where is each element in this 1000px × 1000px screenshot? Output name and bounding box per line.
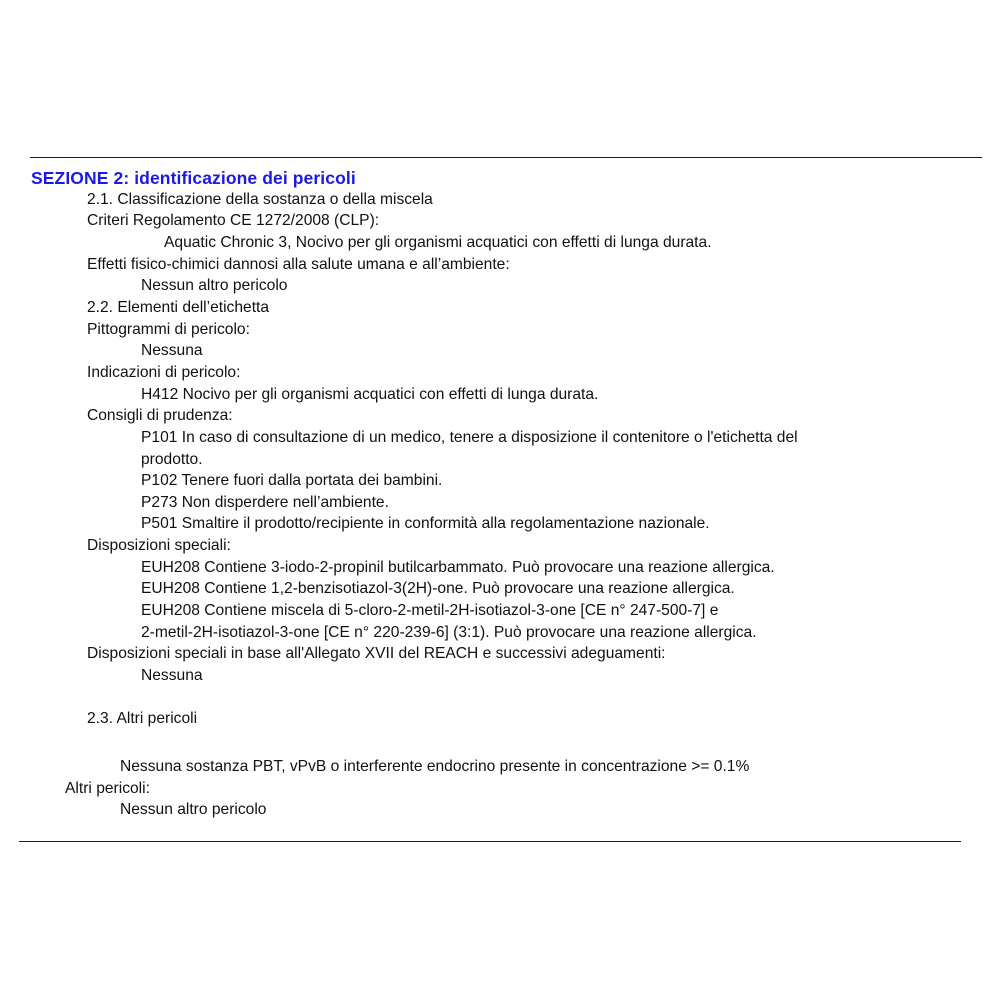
top-divider <box>30 157 982 158</box>
pictograms-label: Pittogrammi di pericolo: <box>87 321 250 338</box>
precaution-p102: P102 Tenere fuori dalla portata dei bambini. <box>141 472 443 489</box>
pictograms-value: Nessuna <box>141 342 203 359</box>
subsection-2-1-heading: 2.1. Classificazione della sostanza o della miscela <box>87 191 433 208</box>
effects-label: Effetti fisico-chimici dannosi alla salute umana e all’ambiente: <box>87 256 510 273</box>
effects-value: Nessun altro pericolo <box>141 277 288 294</box>
other-hazards-label: Altri pericoli: <box>65 780 150 797</box>
bottom-divider <box>19 841 961 842</box>
reach-provisions-label: Disposizioni speciali in base all'Allegato XVII del REACH e successivi adeguamenti: <box>87 645 666 662</box>
euh208-statement-2: EUH208 Contiene 1,2-benzisotiazol-3(2H)-one. Può provocare una reazione allergica. <box>141 580 735 597</box>
subsection-2-3-heading: 2.3. Altri pericoli <box>87 710 198 727</box>
hazard-label: Indicazioni di pericolo: <box>87 364 241 381</box>
special-provisions-label: Disposizioni speciali: <box>87 537 231 554</box>
classification-text: Aquatic Chronic 3, Nocivo per gli organismi acquatici con effetti di lunga durata. <box>164 234 712 251</box>
section-title: SEZIONE 2: identificazione dei pericoli <box>31 168 356 188</box>
criteria-label: Criteri Regolamento CE 1272/2008 (CLP): <box>87 212 380 229</box>
pbt-vpvb-statement: Nessuna sostanza PBT, vPvB o interferente endocrino presente in concentrazione >= 0.1% <box>120 758 750 775</box>
euh208-statement-1: EUH208 Contiene 3-iodo-2-propinil butilcarbammato. Può provocare una reazione allergica. <box>141 559 775 576</box>
precaution-p101-line1: P101 In caso di consultazione di un medico, tenere a disposizione il contenitore o l'etichetta del <box>141 429 798 446</box>
precaution-label: Consigli di prudenza: <box>87 407 233 424</box>
euh208-statement-3-line1: EUH208 Contiene miscela di 5-cloro-2-metil-2H-isotiazol-3-one [CE n° 247-500-7] e <box>141 602 719 619</box>
precaution-p273: P273 Non disperdere nell’ambiente. <box>141 494 389 511</box>
other-hazards-value: Nessun altro pericolo <box>120 801 267 818</box>
reach-provisions-value: Nessuna <box>141 667 203 684</box>
euh208-statement-3-line2: 2-metil-2H-isotiazol-3-one [CE n° 220-239-6] (3:1). Può provocare una reazione allergica. <box>141 624 757 641</box>
hazard-statement-h412: H412 Nocivo per gli organismi acquatici con effetti di lunga durata. <box>141 386 599 403</box>
precaution-p101-line2: prodotto. <box>141 451 203 468</box>
precaution-p501: P501 Smaltire il prodotto/recipiente in conformità alla regolamentazione nazionale. <box>141 515 710 532</box>
subsection-2-2-heading: 2.2. Elementi dell’etichetta <box>87 299 270 316</box>
